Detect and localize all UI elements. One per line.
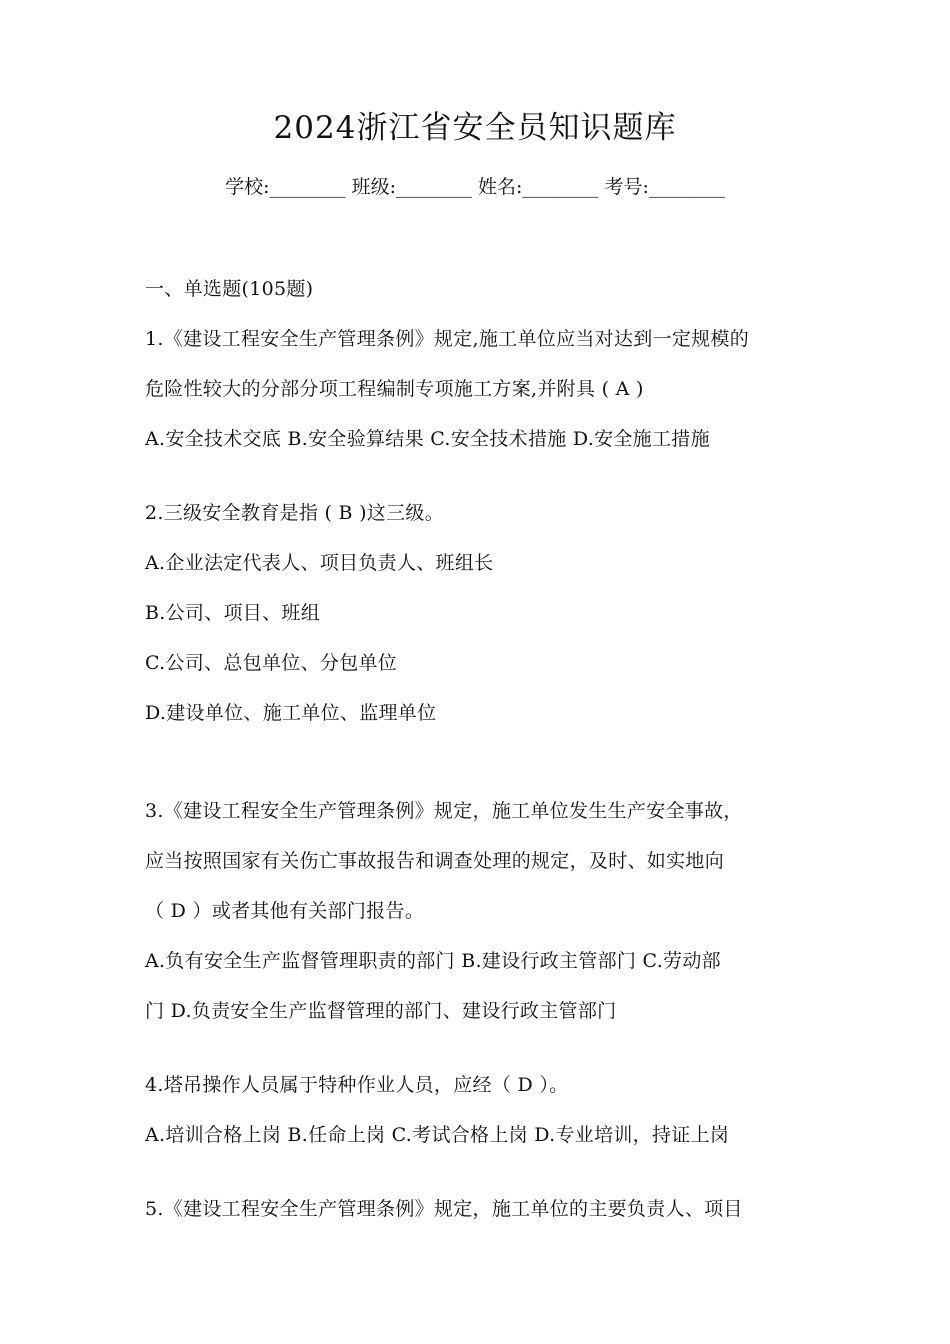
- question-4-options: A.培训合格上岗 B.任命上岗 C.考试合格上岗 D.专业培训，持证上岗: [145, 1124, 730, 1146]
- question-1-options: A.安全技术交底 B.安全验算结果 C.安全技术措施 D.安全施工措施: [145, 428, 710, 450]
- question-2-option-d: D.建设单位、施工单位、监理单位: [145, 702, 437, 724]
- section-heading: 一、单选题(105题): [145, 278, 314, 300]
- question-3-line-1: 3.《建设工程安全生产管理条例》规定，施工单位发生生产安全事故，: [145, 800, 743, 822]
- question-3-options-line-1: A.负有安全生产监督管理职责的部门 B.建设行政主管部门 C.劳动部: [145, 950, 721, 972]
- question-2-line-1: 2.三级安全教育是指 ( B )这三级。: [145, 502, 445, 524]
- question-2-option-b: B.公司、项目、班组: [145, 602, 321, 624]
- question-1-line-1: 1.《建设工程安全生产管理条例》规定,施工单位应当对达到一定规模的: [145, 328, 750, 350]
- question-3-line-3: （ D ）或者其他有关部门报告。: [145, 900, 425, 922]
- question-1-line-2: 危险性较大的分部分项工程编制专项施工方案,并附具 ( A ): [145, 378, 644, 400]
- document-title: 2024浙江省安全员知识题库: [273, 110, 677, 146]
- question-2-option-a: A.企业法定代表人、项目负责人、班组长: [145, 552, 494, 574]
- student-info-line: 学校:________ 班级:________ 姓名:________ 考号:________: [225, 176, 725, 198]
- question-5-line-1: 5.《建设工程安全生产管理条例》规定，施工单位的主要负责人、项目: [145, 1198, 743, 1220]
- question-3-line-2: 应当按照国家有关伤亡事故报告和调查处理的规定，及时、如实地向: [145, 850, 725, 872]
- question-4-line-1: 4.塔吊操作人员属于特种作业人员，应经（ D ）。: [145, 1074, 569, 1096]
- question-2-option-c: C.公司、总包单位、分包单位: [145, 652, 398, 674]
- question-3-options-line-2: 门 D.负责安全生产监督管理的部门、建设行政主管部门: [145, 1000, 617, 1022]
